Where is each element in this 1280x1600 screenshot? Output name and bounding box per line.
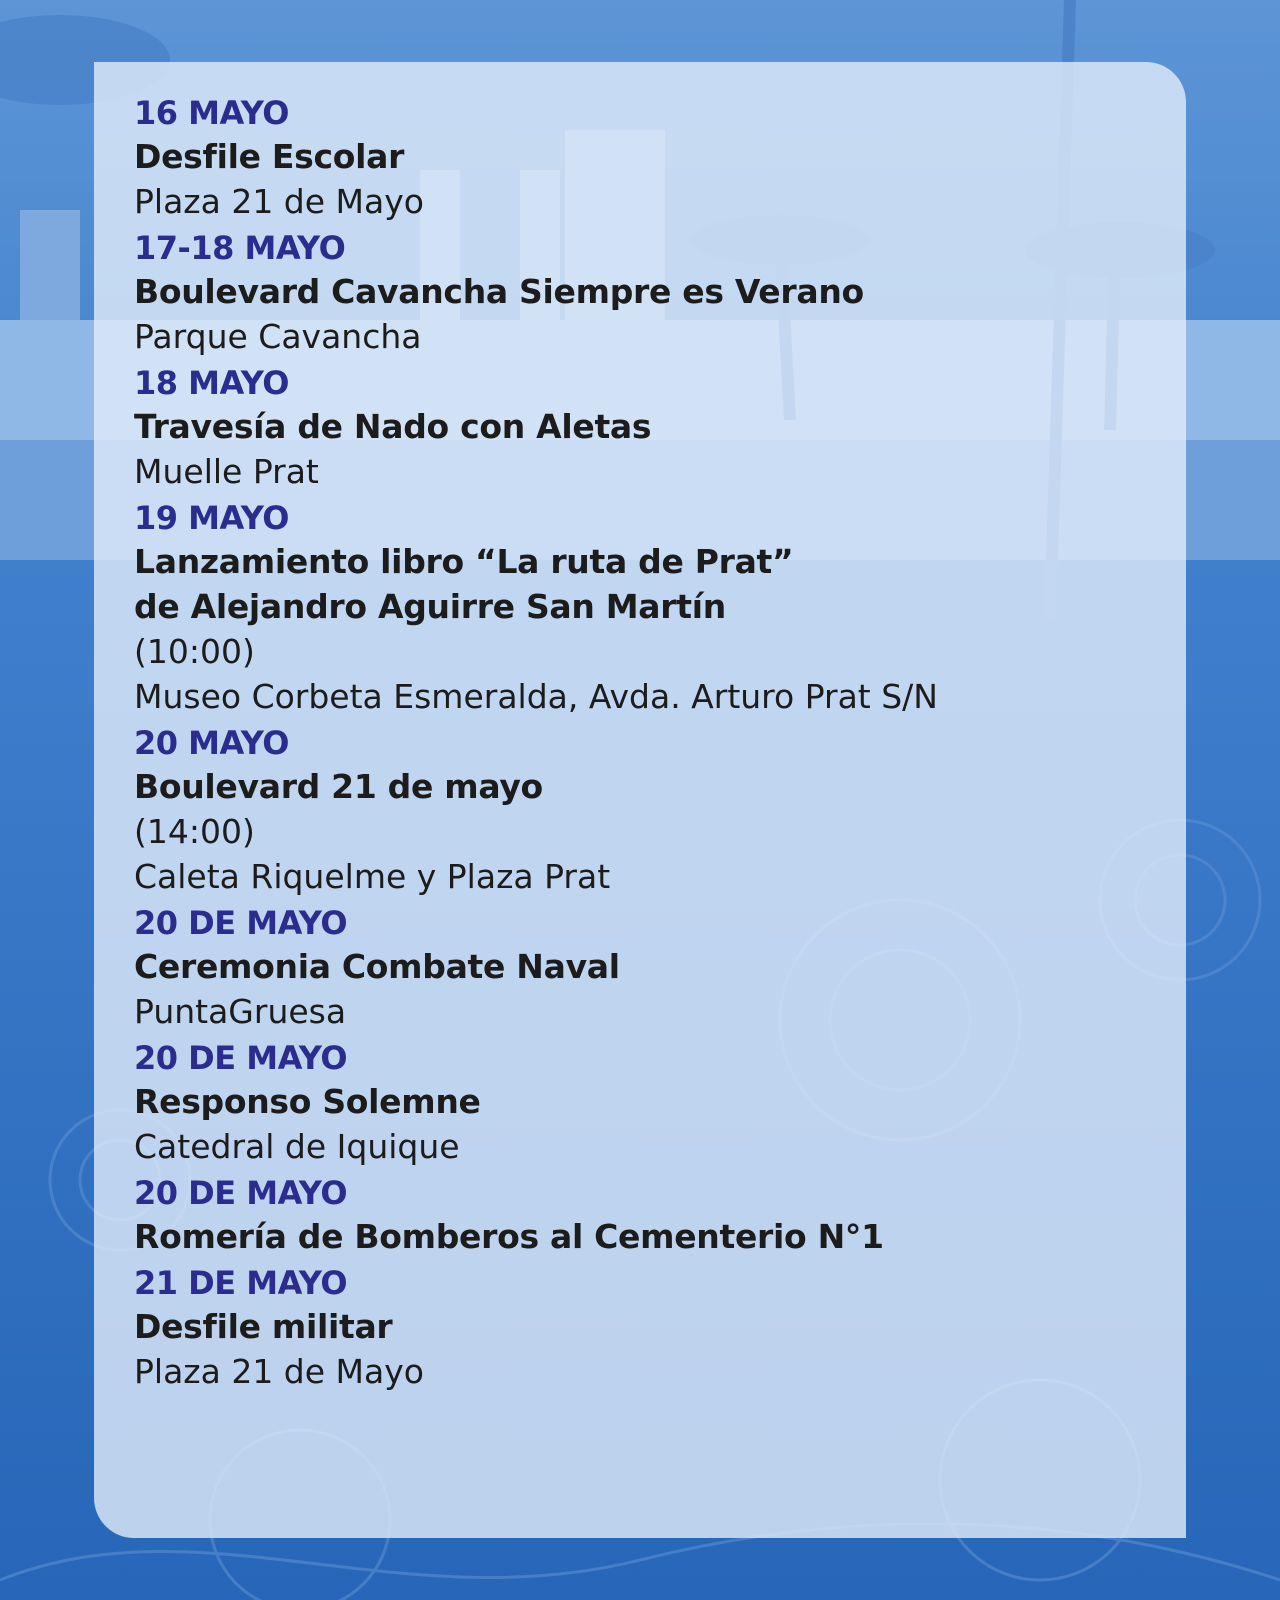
event-title-line-2: de Alejandro Aguirre San Martín [134,587,726,626]
event-location: Muelle Prat [134,452,319,491]
event-location: Parque Cavancha [134,317,422,356]
event-title: Boulevard Cavancha Siempre es Verano [134,272,864,311]
event-date: 16 MAYO [134,94,289,132]
event-date: 20 DE MAYO [134,1039,348,1077]
event-title: Desfile Escolar [134,137,405,176]
event-location: Plaza 21 de Mayo [134,1352,424,1391]
event-location: Catedral de Iquique [134,1127,460,1166]
event-item [134,1037,1186,1169]
event-item [134,497,1186,719]
event-item [134,362,1186,494]
event-date: 20 DE MAYO [134,904,348,942]
event-time: (10:00) [134,632,255,671]
event-item [134,227,1186,359]
event-date: 20 DE MAYO [134,1174,348,1212]
event-item [134,722,1186,899]
event-date: 20 MAYO [134,724,289,762]
event-location: Museo Corbeta Esmeralda, Avda. Arturo Prat S/N [134,677,938,716]
event-item [134,902,1186,1034]
event-location: Caleta Riquelme y Plaza Prat [134,857,611,896]
event-title: Travesía de Nado con Aletas [134,407,652,446]
event-title: Responso Solemne [134,1082,481,1121]
event-title: Boulevard 21 de mayo [134,767,543,806]
event-title: Romería de Bomberos al Cementerio N°1 [134,1217,884,1256]
event-date: 21 DE MAYO [134,1264,348,1302]
event-title: Desfile militar [134,1307,393,1346]
event-item [134,1262,1186,1394]
event-location: PuntaGruesa [134,992,347,1031]
event-title: Lanzamiento libro “La ruta de Prat” [134,542,794,581]
event-date: 19 MAYO [134,499,289,537]
event-date: 17-18 MAYO [134,229,346,267]
event-time: (14:00) [134,812,255,851]
event-location: Plaza 21 de Mayo [134,182,424,221]
event-title: Ceremonia Combate Naval [134,947,620,986]
event-date: 18 MAYO [134,364,289,402]
event-item [134,1172,1186,1259]
event-item [134,92,1186,224]
schedule-panel [94,62,1186,1538]
